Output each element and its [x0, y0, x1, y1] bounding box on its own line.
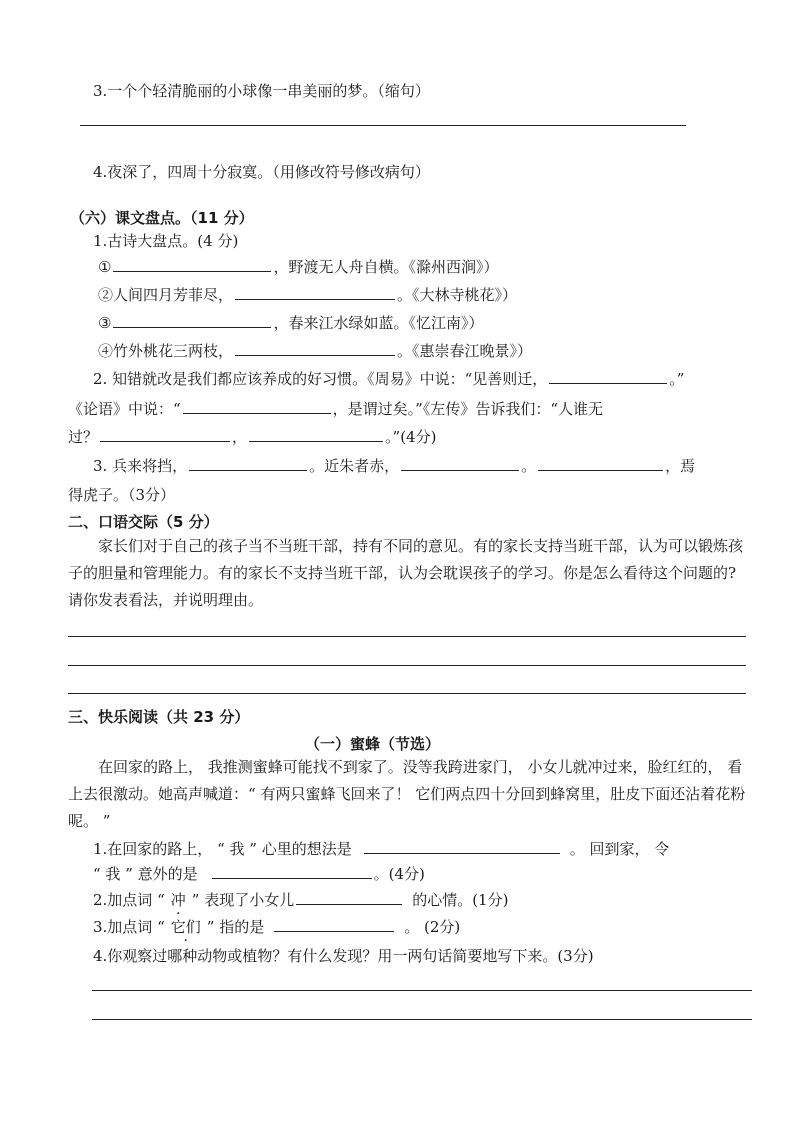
sec5-q4: 4.夜深了，四周十分寂寞。（用修改符号修改病句） — [93, 163, 430, 181]
answer-blank — [100, 427, 230, 442]
question-text: 1.在回家的路上， “ 我 ” 心里的想法是 — [93, 840, 352, 858]
question-text: ” 指的是 — [206, 918, 265, 936]
part3-q1-line1 — [93, 838, 669, 859]
poem-text: 。《惠崇春江晚景》） — [397, 342, 533, 360]
answer-blank — [113, 313, 271, 328]
answer-blank — [296, 890, 402, 905]
poem-line-1 — [98, 256, 498, 277]
question-text: 2. 知错就改是我们都应该养成的好习惯。《周易》中说：“见善则迁， — [93, 370, 548, 388]
sec6-title: （六）课文盘点。（11 分） — [70, 209, 254, 227]
question-text: ” 表现了小女儿 — [191, 891, 295, 909]
part3-q2 — [93, 889, 508, 910]
question-text: 。(4分) — [373, 865, 425, 883]
poem-text: ③ — [98, 314, 112, 332]
sec6-q3-line1 — [93, 455, 695, 476]
part2-body: 家长们对于自己的孩子当不当班干部，持有不同的意见。有的家长支持当班干部，认为可以锻炼孩子的胆量和管理能力。有的家长不支持当班干部，认为会耽误孩子的学习。你是怎么看待这个问题的?请你发表看法，并说明理由。 — [68, 537, 744, 609]
sec6-q2-line1 — [93, 368, 684, 389]
dotted-word: 它们 — [170, 918, 201, 936]
poem-text: ① — [98, 258, 112, 276]
question-text: ，是谓过矣。”《左传》告诉我们：“人谁无 — [332, 400, 604, 418]
answer-blank — [249, 427, 383, 442]
answer-line — [92, 1019, 752, 1020]
answer-line — [68, 693, 746, 694]
answer-blank — [183, 399, 331, 414]
sec6-q2-line2 — [68, 398, 603, 419]
answer-blank — [235, 341, 395, 356]
dotted-word: 冲 — [170, 891, 186, 909]
question-text: 。 回到家， 令 — [569, 840, 670, 858]
answer-blank — [212, 864, 372, 879]
sec5-q3: 3.一个个轻清脆丽的小球像一串美丽的梦。（缩句） — [93, 82, 430, 100]
question-text: 。” — [669, 370, 685, 388]
answer-blank — [538, 456, 663, 471]
poem-line-2 — [98, 284, 517, 305]
question-text: 3. 兵来将挡， — [93, 457, 188, 475]
question-text: “ 我 ” 意外的是 — [93, 865, 198, 883]
part3-q1-line2 — [93, 863, 425, 884]
answer-blank — [274, 917, 394, 932]
poem-line-3 — [98, 312, 483, 333]
question-text: 。 (2分) — [404, 918, 461, 936]
part3-q4: 4.你观察过哪种动物或植物？有什么发现？用一两句话简要地写下来。(3分) — [93, 947, 594, 965]
sec6-q3-line2: 得虎子。（3分） — [68, 486, 176, 504]
poem-text: 。《大林寺桃花》） — [397, 286, 518, 304]
question-text: 3.加点词 “ — [93, 918, 165, 936]
answer-blank — [235, 285, 395, 300]
poem-text: ②人间四月芳菲尽， — [98, 286, 234, 304]
answer-blank — [113, 257, 271, 272]
poem-text: ④竹外桃花三两枝， — [98, 342, 234, 360]
question-text: 2.加点词 “ — [93, 891, 165, 909]
sec6-q2-line3 — [68, 426, 436, 447]
part2-title: 二、口语交际（5 分） — [68, 513, 219, 531]
poem-text: ，野渡无人舟自横。《滁州西涧》） — [273, 258, 499, 276]
poem-line-4 — [98, 340, 532, 361]
poem-text: ，春来江水绿如蓝。《忆江南》） — [273, 314, 484, 332]
question-text: 的心情。(1分) — [412, 891, 509, 909]
question-text: 。”(4分) — [385, 428, 437, 446]
question-text: 。 — [521, 457, 537, 475]
sec6-q1-title: 1.古诗大盘点。(4 分) — [93, 232, 239, 250]
question-text: ， — [232, 428, 248, 446]
answer-blank — [364, 839, 560, 854]
passage-body: 在回家的路上， 我推测蜜蜂可能找不到家了。没等我跨进家门， 小女儿就冲过来，脸红红的， 看上去很激动。她高声喊道：“ 有两只蜜蜂飞回来了！ 它们两点四十分回到蜂窝里，肚皮下面还沾着花粉呢。 ” — [68, 758, 746, 830]
answer-line — [68, 636, 746, 637]
answer-blank — [189, 456, 307, 471]
answer-blank — [549, 369, 667, 384]
part3-q3 — [93, 916, 460, 937]
answer-line — [92, 990, 752, 991]
answer-line — [68, 665, 746, 666]
question-text: 。近朱者赤， — [309, 457, 400, 475]
question-text: ，焉 — [665, 457, 696, 475]
answer-line — [80, 125, 686, 126]
part3-title: 三、快乐阅读（共 23 分） — [68, 708, 250, 726]
passage-title: （一）蜜蜂（节选） — [305, 735, 441, 753]
question-text: 过？ — [68, 428, 99, 446]
question-text: 《论语》中说：“ — [68, 400, 181, 418]
answer-blank — [401, 456, 519, 471]
